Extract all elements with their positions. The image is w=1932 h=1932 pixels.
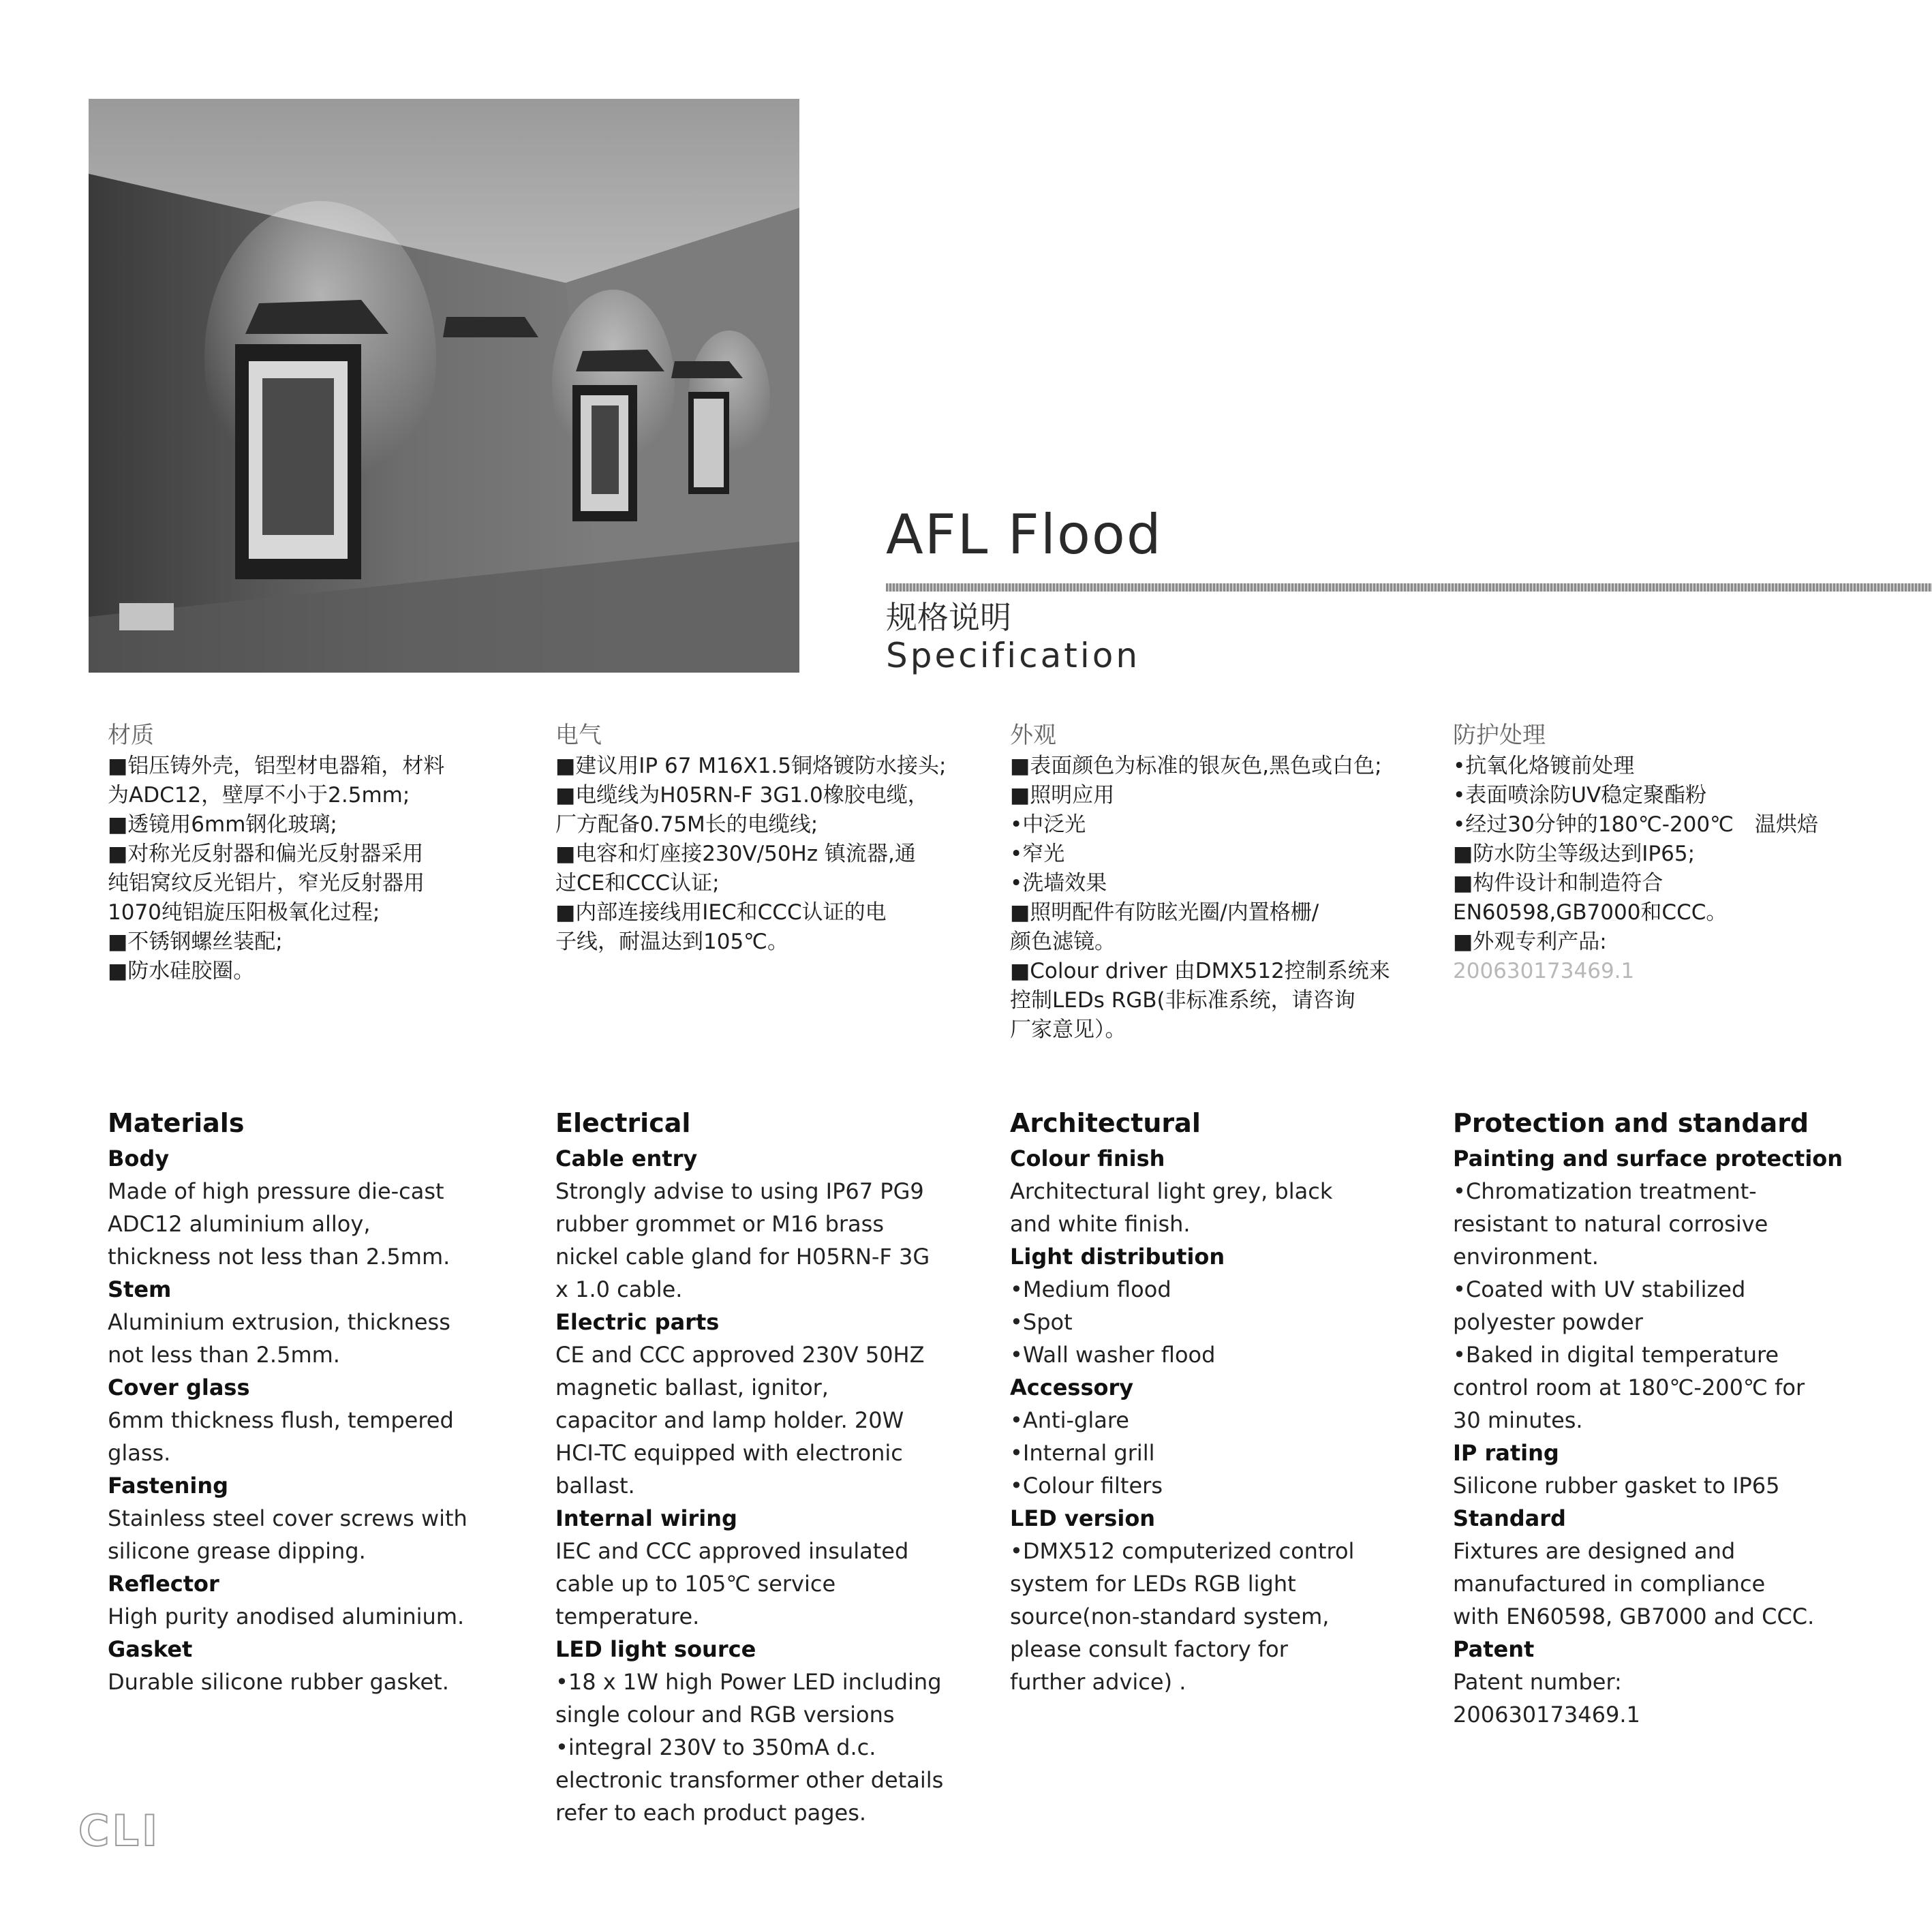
- cn-line: ■照明配件有防眩光圈/内置格栅/: [1010, 900, 1319, 925]
- en-column-protection: [1453, 1107, 1843, 1731]
- cn-line: EN60598,GB7000和CCC。: [1453, 900, 1728, 925]
- en-heading: Electrical: [555, 1108, 691, 1138]
- en-line: temperature.: [555, 1604, 700, 1629]
- en-line: IEC and CCC approved insulated: [555, 1538, 909, 1564]
- en-line: glass.: [108, 1440, 171, 1466]
- en-subheading: Stem: [108, 1276, 172, 1302]
- en-subheading: Cable entry: [555, 1146, 698, 1171]
- cn-line: ■透镜用6mm钢化玻璃;: [108, 812, 337, 837]
- en-line: single colour and RGB versions: [555, 1702, 895, 1728]
- product-title: AFL Flood: [886, 503, 1163, 566]
- en-line: nickel cable gland for H05RN-F 3G: [555, 1244, 930, 1270]
- en-line: 200630173469.1: [1453, 1702, 1640, 1728]
- cn-line: ■防水硅胶圈。: [108, 958, 255, 983]
- cn-line: ■对称光反射器和偏光反射器采用: [108, 841, 424, 866]
- en-line: •Spot: [1010, 1309, 1073, 1335]
- cn-line: 纯铝窝纹反光铝片，窄光反射器用: [108, 870, 425, 895]
- cn-column-protection: [1453, 721, 1818, 986]
- cn-line: 厂家意见）。: [1010, 1017, 1126, 1042]
- en-line: control room at 180℃-200℃ for: [1453, 1375, 1805, 1400]
- cn-line: •抗氧化烙镀前处理: [1453, 753, 1635, 778]
- en-line: capacitor and lamp holder. 20W: [555, 1407, 904, 1433]
- en-subheading: Fastening: [108, 1473, 229, 1499]
- en-line: Architectural light grey, black: [1010, 1178, 1333, 1204]
- en-line: source(non-standard system,: [1010, 1604, 1330, 1629]
- en-column-materials: [108, 1107, 467, 1698]
- en-line: •Chromatization treatment-: [1453, 1178, 1757, 1204]
- subtitle-chinese: 规格说明: [886, 599, 1011, 636]
- cn-line: •表面喷涂防UV稳定聚酯粉: [1453, 782, 1707, 808]
- cn-line: •经过30分钟的180℃-200℃ 温烘焙: [1453, 812, 1818, 837]
- en-line: High purity anodised aluminium.: [108, 1604, 465, 1629]
- en-subheading: Internal wiring: [555, 1505, 737, 1531]
- en-heading: Architectural: [1010, 1108, 1201, 1138]
- cn-patent-number: 200630173469.1: [1453, 958, 1635, 983]
- en-column-architectural: [1010, 1107, 1354, 1698]
- en-line: please consult factory for: [1010, 1636, 1288, 1662]
- cn-line: ■构件设计和制造符合: [1453, 870, 1663, 895]
- en-line: Aluminium extrusion, thickness: [108, 1309, 450, 1335]
- cn-line: ■防水防尘等级达到IP65;: [1453, 841, 1696, 866]
- corridor-photo-illustration: [89, 99, 799, 673]
- en-line: rubber grommet or M16 brass: [555, 1211, 884, 1237]
- cn-line: 1070纯铝旋压阳极氧化过程;: [108, 900, 380, 925]
- en-line: magnetic ballast, ignitor,: [555, 1375, 829, 1400]
- en-subheading: Cover glass: [108, 1375, 250, 1400]
- cn-line: ■照明应用: [1010, 782, 1115, 808]
- cn-line: •洗墙效果: [1010, 870, 1107, 895]
- en-line: electronic transformer other details: [555, 1767, 944, 1793]
- en-line: and white finish.: [1010, 1211, 1191, 1237]
- cn-line: •窄光: [1010, 841, 1065, 866]
- en-line: further advice) .: [1010, 1669, 1186, 1695]
- en-line: cable up to 105℃ service: [555, 1571, 836, 1597]
- cn-line: 过CE和CCC认证;: [555, 870, 720, 895]
- en-line: •Colour filters: [1010, 1473, 1163, 1499]
- en-line: •Internal grill: [1010, 1440, 1155, 1466]
- cn-line: ■建议用IP 67 M16X1.5铜烙镀防水接头;: [555, 753, 947, 778]
- en-line: ADC12 aluminium alloy,: [108, 1211, 371, 1237]
- cn-line: ■电缆线为H05RN-F 3G1.0橡胶电缆，: [555, 782, 929, 808]
- en-line: 30 minutes.: [1453, 1407, 1583, 1433]
- en-line: HCI-TC equipped with electronic: [555, 1440, 903, 1466]
- cn-line: 颜色滤镜。: [1010, 929, 1116, 954]
- en-line: with EN60598, GB7000 and CCC.: [1453, 1604, 1815, 1629]
- en-line: 6mm thickness flush, tempered: [108, 1407, 454, 1433]
- en-line: thickness not less than 2.5mm.: [108, 1244, 450, 1270]
- en-subheading: LED version: [1010, 1505, 1156, 1531]
- cn-line: ■Colour driver 由DMX512控制系统来: [1010, 958, 1390, 983]
- cn-line: ■外观专利产品:: [1453, 929, 1607, 954]
- cn-line: ■内部连接线用IEC和CCC认证的电: [555, 900, 887, 925]
- en-line: CE and CCC approved 230V 50HZ: [555, 1342, 925, 1368]
- en-subheading: Electric parts: [555, 1309, 720, 1335]
- cn-line: ■铝压铸外壳，铝型材电器箱，材料: [108, 753, 445, 778]
- cn-heading: 外观: [1010, 722, 1056, 749]
- en-line: resistant to natural corrosive: [1453, 1211, 1768, 1237]
- en-line: Durable silicone rubber gasket.: [108, 1669, 449, 1695]
- en-line: polyester powder: [1453, 1309, 1643, 1335]
- en-subheading: LED light source: [555, 1636, 756, 1662]
- cn-line: 为ADC12，壁厚不小于2.5mm;: [108, 782, 410, 808]
- cn-line: •中泛光: [1010, 812, 1086, 837]
- en-heading: Materials: [108, 1108, 245, 1138]
- en-subheading: Standard: [1453, 1505, 1566, 1531]
- en-line: •DMX512 computerized control: [1010, 1538, 1355, 1564]
- en-line: environment.: [1453, 1244, 1599, 1270]
- en-heading: Protection and standard: [1453, 1108, 1809, 1138]
- cn-line: 控制LEDs RGB(非标准系统，请咨询: [1010, 987, 1355, 1013]
- cn-heading: 材质: [108, 722, 154, 749]
- en-line: Strongly advise to using IP67 PG9: [555, 1178, 924, 1204]
- en-subheading: Light distribution: [1010, 1244, 1225, 1270]
- en-line: Stainless steel cover screws with: [108, 1505, 467, 1531]
- en-rows: [1010, 1142, 1354, 1698]
- cn-heading: 电气: [555, 722, 602, 749]
- cn-line: ■不锈钢螺丝装配;: [108, 929, 283, 954]
- subtitle-english: Specification: [886, 636, 1141, 675]
- en-line: ballast.: [555, 1473, 635, 1499]
- en-line: silicone grease dipping.: [108, 1538, 366, 1564]
- en-line: refer to each product pages.: [555, 1800, 867, 1826]
- en-subheading: IP rating: [1453, 1440, 1559, 1466]
- en-rows: [555, 1142, 943, 1829]
- cn-column-electrical: [555, 721, 946, 957]
- brand-logo: CLI: [78, 1806, 161, 1856]
- en-line: •Anti-glare: [1010, 1407, 1129, 1433]
- en-subheading: Gasket: [108, 1636, 193, 1662]
- en-subheading: Accessory: [1010, 1375, 1134, 1400]
- cn-line: 厂方配备0.75M长的电缆线;: [555, 812, 818, 837]
- product-photo: [89, 99, 799, 673]
- en-subheading: Patent: [1453, 1636, 1535, 1662]
- en-rows: [108, 1142, 467, 1698]
- cn-line: ■电容和灯座接230V/50Hz 镇流器,通: [555, 841, 916, 866]
- cn-column-architectural: [1010, 721, 1390, 1045]
- en-line: •Coated with UV stabilized: [1453, 1276, 1746, 1302]
- en-subheading: Reflector: [108, 1571, 219, 1597]
- en-column-electrical: [555, 1107, 943, 1829]
- en-line: system for LEDs RGB light: [1010, 1571, 1296, 1597]
- title-divider: [886, 583, 1932, 592]
- en-line: Silicone rubber gasket to IP65: [1453, 1473, 1780, 1499]
- en-line: •18 x 1W high Power LED including: [555, 1669, 942, 1695]
- en-line: not less than 2.5mm.: [108, 1342, 340, 1368]
- cn-line: 子线，耐温达到105℃。: [555, 929, 788, 954]
- en-line: •Wall washer flood: [1010, 1342, 1216, 1368]
- en-line: Made of high pressure die-cast: [108, 1178, 444, 1204]
- cn-line: ■表面颜色为标准的银灰色,黑色或白色;: [1010, 753, 1382, 778]
- en-line: Patent number:: [1453, 1669, 1622, 1695]
- en-subheading: Painting and surface protection: [1453, 1146, 1843, 1171]
- en-line: •integral 230V to 350mA d.c.: [555, 1734, 876, 1760]
- cn-column-materials: [108, 721, 444, 986]
- en-line: •Medium flood: [1010, 1276, 1171, 1302]
- en-line: Fixtures are designed and: [1453, 1538, 1736, 1564]
- en-rows: [1453, 1142, 1843, 1731]
- en-line: manufactured in compliance: [1453, 1571, 1766, 1597]
- cn-heading: 防护处理: [1453, 722, 1546, 749]
- en-line: x 1.0 cable.: [555, 1276, 683, 1302]
- en-line: •Baked in digital temperature: [1453, 1342, 1779, 1368]
- en-subheading: Colour finish: [1010, 1146, 1165, 1171]
- en-subheading: Body: [108, 1146, 170, 1171]
